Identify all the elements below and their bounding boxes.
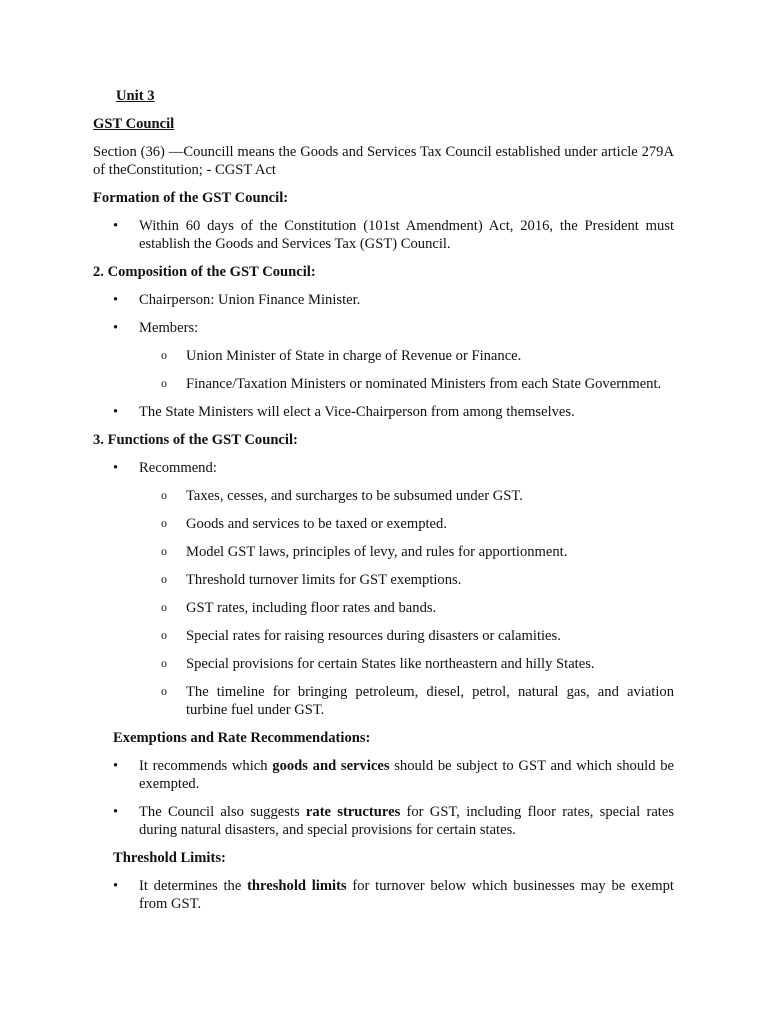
sub-bullet-icon: o xyxy=(161,656,167,670)
list-item-text: It recommends which goods and services should be subject to GST and which should be exempted. xyxy=(139,758,674,792)
list-item-text: Special rates for raising resources during disasters or calamities. xyxy=(186,628,561,644)
intro-paragraph: Section (36) —Councill means the Goods and Services Tax Council established under article 279A of theConstitution; - CGST Act xyxy=(93,144,674,178)
sub-list-item xyxy=(93,543,674,561)
sub-list-item xyxy=(93,599,674,617)
sub-list-item xyxy=(93,627,674,645)
list-item-text: It determines the threshold limits for turnover below which businesses may be exempt from GST. xyxy=(139,878,674,912)
list-item xyxy=(93,803,674,839)
list-item-text: The Council also suggests rate structures for GST, including floor rates, special rates during natural disasters, and special provisions for certain states. xyxy=(139,804,675,838)
sub-bullet-icon: o xyxy=(161,600,167,614)
bullet-icon: • xyxy=(113,320,119,336)
list-item-text: Finance/Taxation Ministers or nominated Ministers from each State Government. xyxy=(186,376,662,392)
list-item-text: Within 60 days of the Constitution (101st Amendment) Act, 2016, the President must establish the Goods and Services Tax (GST) Council. xyxy=(139,218,674,252)
sub-list-item xyxy=(93,487,674,505)
document-title: GST Council xyxy=(93,116,175,132)
exemptions-heading: Exemptions and Rate Recommendations: xyxy=(113,730,371,746)
sub-list-item xyxy=(93,571,674,589)
formation-heading: Formation of the GST Council: xyxy=(93,190,289,206)
list-item xyxy=(93,877,674,913)
sub-list-item xyxy=(93,347,674,365)
composition-heading: 2. Composition of the GST Council: xyxy=(93,264,316,280)
list-item-text: Taxes, cesses, and surcharges to be subsumed under GST. xyxy=(186,488,523,504)
threshold-list xyxy=(93,877,674,913)
exemptions-list xyxy=(93,757,674,839)
sub-bullet-icon: o xyxy=(161,572,167,586)
list-item-text: GST rates, including floor rates and bands. xyxy=(186,600,437,616)
bullet-icon: • xyxy=(113,460,119,476)
list-item-text: Model GST laws, principles of levy, and rules for apportionment. xyxy=(186,544,568,560)
bullet-icon: • xyxy=(113,804,119,820)
emphasis-text: threshold limits xyxy=(247,878,347,894)
list-item-text: Threshold turnover limits for GST exemptions. xyxy=(186,572,462,588)
list-item-text: The timeline for bringing petroleum, diesel, petrol, natural gas, and aviation turbine fuel under GST. xyxy=(186,684,674,718)
list-item xyxy=(93,459,674,477)
list-item-text: Special provisions for certain States like northeastern and hilly States. xyxy=(186,656,595,672)
list-item-text: The State Ministers will elect a Vice-Chairperson from among themselves. xyxy=(139,404,575,420)
sub-bullet-icon: o xyxy=(161,488,167,502)
emphasis-text: rate structures xyxy=(305,804,401,820)
unit-heading: Unit 3 xyxy=(116,88,155,104)
composition-list xyxy=(93,291,674,421)
threshold-heading: Threshold Limits: xyxy=(113,850,226,866)
list-item-text: Chairperson: Union Finance Minister. xyxy=(139,292,361,308)
sub-bullet-icon: o xyxy=(161,348,167,362)
formation-list xyxy=(93,217,674,253)
sub-bullet-icon: o xyxy=(161,544,167,558)
sub-bullet-icon: o xyxy=(161,628,167,642)
document-page xyxy=(93,87,674,923)
list-item-text: Goods and services to be taxed or exempted. xyxy=(186,516,447,532)
sub-bullet-icon: o xyxy=(161,684,167,698)
bullet-icon: • xyxy=(113,758,119,774)
sub-bullet-icon: o xyxy=(161,376,167,390)
bullet-icon: • xyxy=(113,878,119,894)
list-item-text: Union Minister of State in charge of Revenue or Finance. xyxy=(186,348,522,364)
functions-list xyxy=(93,459,674,719)
list-item-text: Members: xyxy=(139,320,199,336)
sub-bullet-icon: o xyxy=(161,516,167,530)
emphasis-text: goods and services xyxy=(272,758,390,774)
sub-list-item xyxy=(93,375,674,393)
list-item xyxy=(93,217,674,253)
list-item xyxy=(93,319,674,337)
sub-list-item xyxy=(93,515,674,533)
sub-list-item xyxy=(93,683,674,719)
list-item xyxy=(93,291,674,309)
list-item xyxy=(93,403,674,421)
bullet-icon: • xyxy=(113,292,119,308)
list-item-text: Recommend: xyxy=(139,460,217,476)
list-item xyxy=(93,757,674,793)
sub-list-item xyxy=(93,655,674,673)
bullet-icon: • xyxy=(113,404,119,420)
functions-heading: 3. Functions of the GST Council: xyxy=(93,432,298,448)
bullet-icon: • xyxy=(113,218,119,234)
